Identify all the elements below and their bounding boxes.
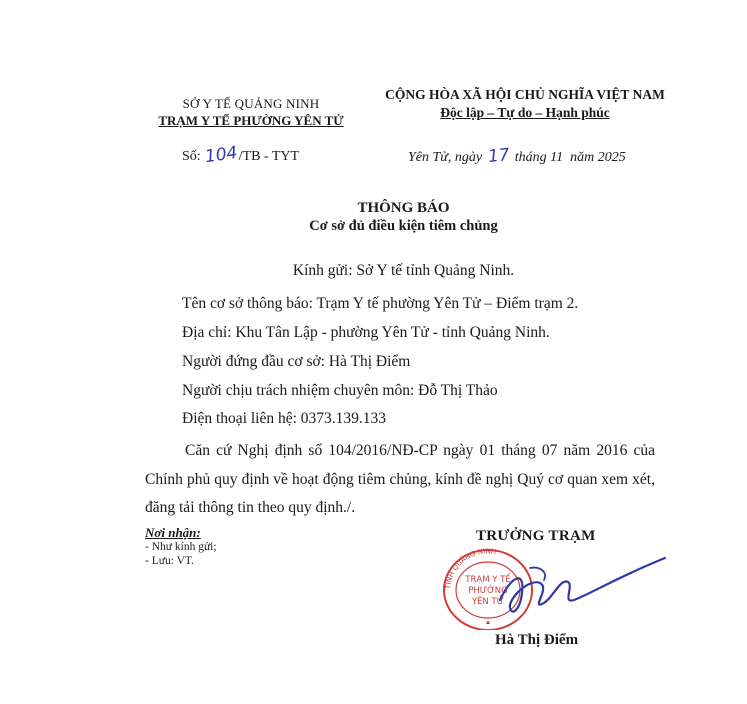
stamp-line-1: TRẠM Y TẾ <box>465 575 511 585</box>
recipient-item: - Lưu: VT. <box>145 555 194 567</box>
stamp-ring-text: TINH QUẢNG NINH <box>444 547 497 590</box>
info-address: Địa chỉ: Khu Tân Lập - phường Yên Tử - tỉnh Quảng Ninh. <box>182 324 550 341</box>
signer-name: Hà Thị Điểm <box>495 632 579 648</box>
info-facility: Tên cơ sở thông báo: Trạm Y tế phường Yên Tử – Điểm trạm 2. <box>182 295 579 312</box>
date-month: tháng 11 <box>514 150 564 165</box>
document-title: THÔNG BÁO <box>357 200 450 216</box>
reference-suffix: /TB - TYT <box>238 149 300 164</box>
header-republic: CỘNG HÒA XÃ HỘI CHỦ NGHĨA VIỆT NAM <box>385 87 665 102</box>
header-station: TRẠM Y TẾ PHƯỜNG YÊN TỬ <box>158 113 344 128</box>
info-responsible: Người chịu trách nhiệm chuyên môn: Đỗ Thị Thảo <box>182 382 498 399</box>
recipient-item: - Như kính gửi; <box>145 541 217 553</box>
body-paragraph <box>145 437 655 523</box>
handwritten-signature-icon <box>470 538 670 628</box>
greeting-line: Kính gửi: Sở Y tế tỉnh Quảng Ninh. <box>292 262 515 279</box>
document-date <box>408 146 626 166</box>
stamp-line-2: PHƯỜNG <box>468 586 508 596</box>
document-subtitle: Cơ sở đủ điều kiện tiêm chủng <box>309 218 498 234</box>
date-prefix: Yên Tử, ngày <box>408 150 483 165</box>
date-handwritten-day: 17 <box>486 144 511 168</box>
signer-position: TRƯỞNG TRẠM <box>476 528 596 544</box>
date-year: năm 2025 <box>570 150 626 165</box>
reference-handwritten-number: 104 <box>203 142 239 168</box>
reference-number <box>182 142 300 168</box>
info-phone: Điện thoại liên hệ: 0373.139.133 <box>182 410 387 427</box>
body-text: Căn cứ Nghị định số 104/2016/NĐ-CP ngày 01 tháng 07 năm 2016 của Chính phủ quy định về hoạt động tiêm chủng, kính đề nghị Quý cơ quan xem xét, đăng tải thông tin theo quy định./. <box>145 442 655 516</box>
stamp-line-3: YÊN TỬ <box>471 597 505 607</box>
header-department: SỞ Y TẾ QUẢNG NINH <box>182 96 320 111</box>
recipients-label: Nơi nhận: <box>145 525 201 540</box>
header-motto: Độc lập – Tự do – Hạnh phúc <box>440 105 610 120</box>
info-head: Người đứng đầu cơ sở: Hà Thị Điểm <box>182 353 411 370</box>
reference-label: Số: <box>182 149 201 164</box>
